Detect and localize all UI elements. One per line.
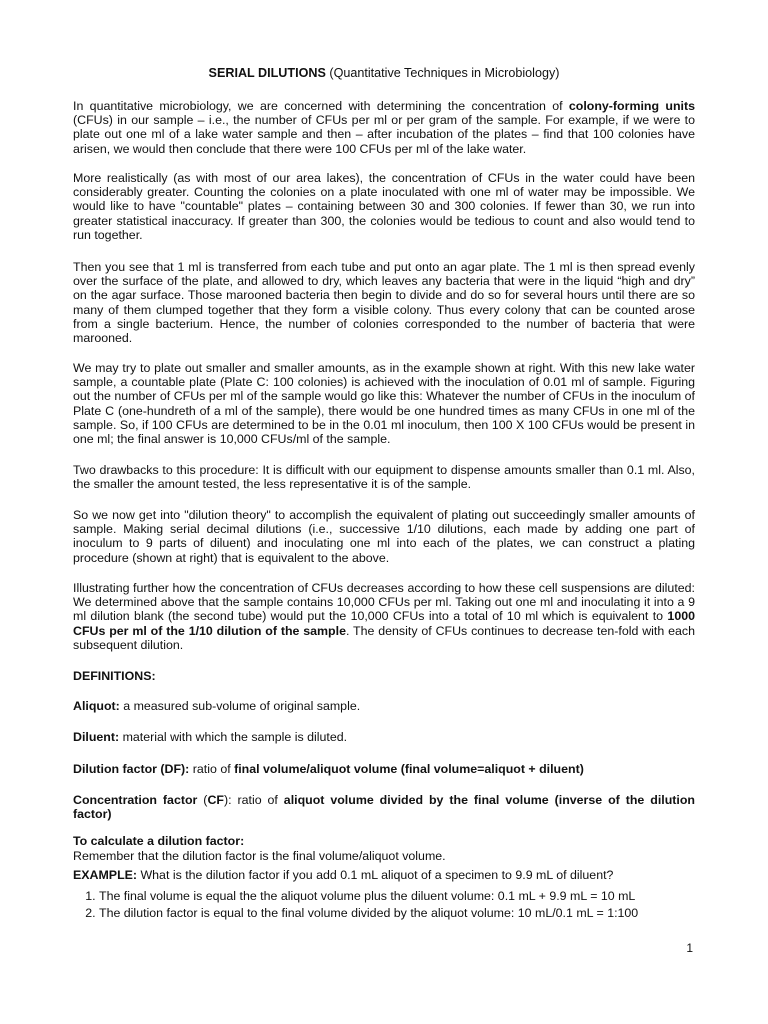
example-question: EXAMPLE: What is the dilution factor if you add 0.1 mL aliquot of a specimen to 9.9 mL of diluent? bbox=[73, 868, 614, 882]
paragraph-countable-plates: More realistically (as with most of our area lakes), the concentration of CFUs in the water could have been considerably greater. Counting the colonies on a plate inoculated with one ml of water may be impossible. We would like to have "countable" plates – containing between 30 and 300 colonies. If fewer than 30, we run into greater statistical inaccuracy. If greater than 300, the colonies would be tedious to count and also would tend to run together. bbox=[73, 171, 695, 242]
example-steps-list bbox=[73, 889, 721, 923]
paragraph-plate-c: We may try to plate out smaller and smaller amounts, as in the example shown at right. With this new lake water sample, a countable plate (Plate C: 100 colonies) is achieved with the inoculation of 0.01 ml of sample. Figuring out the number of CFUs per ml of the sample would go like this: Whatever the number of CFUs in the inoculum of Plate C (one-hundreth of a ml of the sample), there would be one hundred times as many CFUs in one ml of the sample. So, if 100 CFUs are determined to be in the 0.01 ml inoculum, then 100 X 100 CFUs would be present in one ml; the final answer is 10,000 CFUs/ml of the sample. bbox=[73, 361, 695, 447]
paragraph-dilution-theory: So we now get into "dilution theory" to accomplish the equivalent of plating out succeedingly smaller amounts of sample. Making serial decimal dilutions (i.e., successive 1/10 dilutions, each made by adding one part of inoculum to 9 parts of diluent) and inoculating one ml into each of the plates, we can construct a plating procedure (shown at right) that is equivalent to the above. bbox=[73, 508, 695, 565]
definitions-heading: DEFINITIONS: bbox=[73, 669, 156, 683]
page-title: SERIAL DILUTIONS (Quantitative Techniques in Microbiology) bbox=[208, 66, 560, 80]
calculate-heading: To calculate a dilution factor: bbox=[73, 834, 245, 848]
page-number: 1 bbox=[686, 941, 693, 955]
definition-concentration-factor: Concentration factor (CF): ratio of aliquot volume divided by the final volume (inverse of the dilution factor) bbox=[73, 793, 695, 822]
list-item: 2. The dilution factor is equal to the final volume divided by the aliquot volume: 10 mL/0.1 mL = 1:100 bbox=[99, 906, 721, 920]
paragraph-concentration: Illustrating further how the concentration of CFUs decreases according to how these cell suspensions are diluted: We determined above that the sample contains 10,000 CFUs per ml. Taking out one ml and inoculating it into a 9 ml dilution blank (the second tube) would put the 10,000 CFUs into a total of 10 ml which is equivalent to 1000 CFUs per ml of the 1/10 dilution of the sample. The density of CFUs continues to decrease ten-fold with each subsequent dilution. bbox=[73, 581, 695, 652]
paragraph-drawbacks: Two drawbacks to this procedure: It is difficult with our equipment to dispense amounts smaller than 0.1 ml. Also, the smaller the amount tested, the less representative it is of the sample. bbox=[73, 463, 695, 492]
calculate-text: Remember that the dilution factor is the final volume/aliquot volume. bbox=[73, 849, 446, 863]
paragraph-intro: In quantitative microbiology, we are concerned with determining the concentration of colony-forming units (CFUs) in our sample – i.e., the number of CFUs per ml or per gram of the sample. For example, if we were to plate out one ml of a lake water sample and then – after incubation of the plates – find that 100 colonies have arisen, we would then conclude that there were 100 CFUs per ml of the lake water. bbox=[73, 99, 695, 156]
list-item: 1. The final volume is equal the the aliquot volume plus the diluent volume: 0.1 mL + 9.9 mL = 10 mL bbox=[99, 889, 721, 903]
definition-diluent: Diluent: material with which the sample is diluted. bbox=[73, 730, 348, 744]
definition-aliquot: Aliquot: a measured sub-volume of original sample. bbox=[73, 699, 361, 713]
definition-dilution-factor: Dilution factor (DF): ratio of final volume/aliquot volume (final volume=aliquot + diluent) bbox=[73, 762, 584, 776]
paragraph-agar-plate: Then you see that 1 ml is transferred from each tube and put onto an agar plate. The 1 ml is then spread evenly over the surface of the plate, and allowed to dry, which leaves any bacteria that were in the liquid “high and dry” on the agar surface. Those marooned bacteria then begin to divide and do so for several hours until there are so many of them clumped together that they form a visible colony. Thus every colony that can be counted arose from a single bacterium. Hence, the number of colonies corresponded to the number of bacteria that were marooned. bbox=[73, 260, 695, 346]
